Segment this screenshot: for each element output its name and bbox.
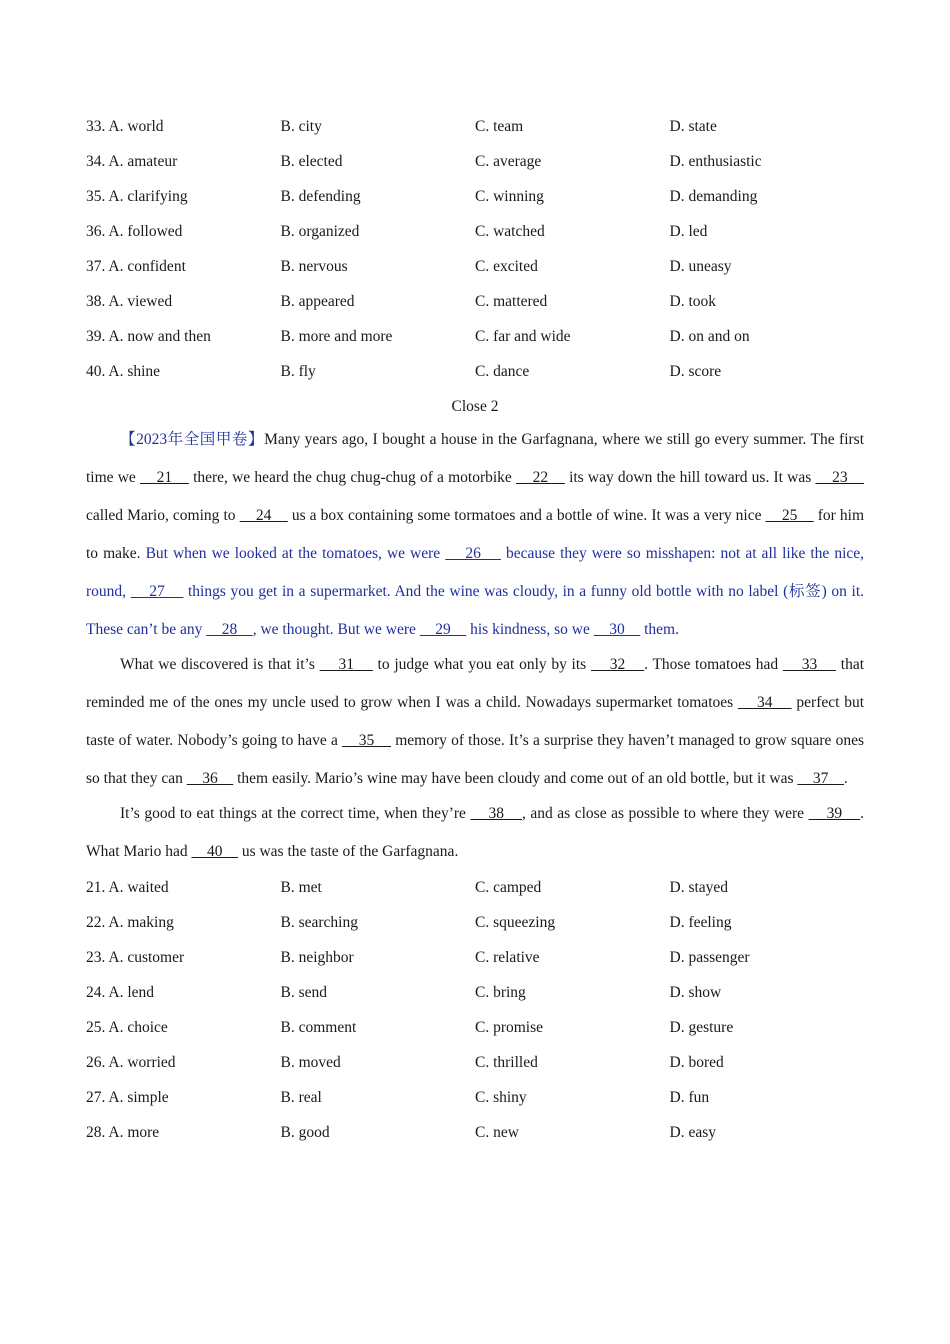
passage-text: Many years ago, I bought a house in the Garfagnana, where we still go every summer. The first time we (86, 431, 864, 486)
option-row (86, 975, 864, 1010)
option-d: D. demanding (669, 187, 758, 205)
blank-26: 26 (445, 545, 501, 562)
document-content (86, 109, 864, 1150)
option-a: 21. A. waited (86, 878, 169, 896)
option-c: C. relative (475, 948, 540, 966)
option-row (86, 940, 864, 975)
option-a: 26. A. worried (86, 1053, 176, 1071)
passage-paragraph-1 (86, 421, 864, 649)
option-d: D. led (669, 222, 708, 240)
passage-text: them easily. Mario’s wine may have been cloudy and come out of an old bottle, but it was (233, 770, 798, 787)
option-a: 39. A. now and then (86, 327, 211, 345)
option-b: B. real (280, 1088, 322, 1106)
blank-21: 21 (139, 469, 189, 486)
blank-22: 22 (515, 469, 565, 486)
option-d: D. easy (669, 1123, 716, 1141)
blank-27: 27 (130, 583, 184, 600)
option-b: B. nervous (280, 257, 348, 275)
option-a: 23. A. customer (86, 948, 185, 966)
passage-text: . Those tomatoes had (644, 656, 783, 673)
option-c: C. squeezing (475, 913, 556, 931)
option-c: C. winning (475, 187, 544, 205)
option-c: C. average (475, 152, 542, 170)
option-b: B. more and more (280, 327, 393, 345)
option-row (86, 144, 864, 179)
blank-31: 31 (319, 656, 373, 673)
option-a: 34. A. amateur (86, 152, 178, 170)
option-b: B. appeared (280, 292, 355, 310)
passage-text: us a box containing some tormatoes and a bottle of wine. It was a very nice (287, 507, 766, 524)
option-c: C. bring (475, 983, 526, 1001)
option-d: D. uneasy (669, 257, 732, 275)
option-row (86, 870, 864, 905)
blank-23: 23 (815, 469, 865, 486)
option-c: C. far and wide (475, 327, 571, 345)
passage-text: because they were so misshapen: not at all like the nice, round, (86, 545, 865, 600)
option-b: B. elected (280, 152, 343, 170)
option-a: 25. A. choice (86, 1018, 168, 1036)
passage-text: What we discovered is that it’s (120, 656, 320, 673)
option-row (86, 905, 864, 940)
passage-paragraph-2 (86, 646, 864, 798)
blank-35: 35 (342, 732, 392, 749)
option-d: D. gesture (669, 1018, 734, 1036)
option-a: 37. A. confident (86, 257, 186, 275)
options-list-bottom (86, 870, 864, 1150)
option-a: 24. A. lend (86, 983, 155, 1001)
option-a: 27. A. simple (86, 1088, 169, 1106)
blank-39: 39 (808, 805, 861, 822)
option-a: 40. A. shine (86, 362, 161, 380)
blank-28: 28 (206, 621, 253, 638)
passage-text: called Mario, coming to (86, 507, 240, 524)
option-a: 38. A. viewed (86, 292, 173, 310)
option-d: D. bored (669, 1053, 724, 1071)
passage-text: . (843, 770, 848, 787)
option-c: C. team (475, 117, 524, 135)
passage-text: there, we heard the chug chug-chug of a motorbike (188, 469, 516, 486)
passage-text: for him to make. (86, 507, 865, 562)
passage-text: perfect but taste of water. Nobody’s going to have a (86, 694, 864, 749)
blank-37: 37 (797, 770, 844, 787)
option-row (86, 319, 864, 354)
passage-text: , we thought. But we were (252, 621, 420, 638)
option-a: 36. A. followed (86, 222, 183, 240)
option-c: C. new (475, 1123, 519, 1141)
option-row (86, 1010, 864, 1045)
option-b: B. neighbor (280, 948, 354, 966)
passage-text: its way down the hill toward us. It was (564, 469, 816, 486)
passage-text: his kindness, so we (466, 621, 594, 638)
option-b: B. searching (280, 913, 358, 931)
option-row (86, 1115, 864, 1150)
blank-24: 24 (239, 507, 288, 524)
option-c: C. dance (475, 362, 530, 380)
option-c: C. promise (475, 1018, 544, 1036)
passage-text: memory of those. It’s a surprise they haven’t managed to grow square ones so that they can (86, 732, 865, 787)
option-c: C. excited (475, 257, 538, 275)
option-d: D. on and on (669, 327, 750, 345)
option-row (86, 109, 864, 144)
blank-32: 32 (590, 656, 645, 673)
option-row (86, 354, 864, 389)
option-b: B. defending (280, 187, 361, 205)
option-d: D. passenger (669, 948, 750, 966)
blank-29: 29 (419, 621, 467, 638)
passage-text: to judge what you eat only by its (372, 656, 591, 673)
blank-33: 33 (782, 656, 837, 673)
blank-25: 25 (765, 507, 814, 524)
option-d: D. state (669, 117, 717, 135)
passage-text: them. (640, 621, 679, 638)
option-b: B. organized (280, 222, 360, 240)
option-c: C. camped (475, 878, 542, 896)
option-b: B. moved (280, 1053, 341, 1071)
option-row (86, 284, 864, 319)
option-d: D. fun (669, 1088, 710, 1106)
option-d: D. stayed (669, 878, 729, 896)
option-c: C. watched (475, 222, 545, 240)
option-a: 33. A. world (86, 117, 164, 135)
blank-36: 36 (186, 770, 234, 787)
option-a: 28. A. more (86, 1123, 160, 1141)
option-b: B. city (280, 117, 322, 135)
passage-text: But when we looked at the tomatoes, we were (145, 545, 446, 562)
passage-text: that reminded me of the ones my uncle used to grow when I was a child. Nowadays supermarket tomatoes (86, 656, 865, 711)
passage-text: things you get in a supermarket. And the wine was cloudy, in a funny old bottle with no label (标签) on it. These can’t be any (86, 583, 864, 638)
option-row (86, 1080, 864, 1115)
option-b: B. fly (280, 362, 316, 380)
blank-38: 38 (470, 805, 523, 822)
option-row (86, 249, 864, 284)
option-c: C. shiny (475, 1088, 527, 1106)
option-b: B. met (280, 878, 322, 896)
option-c: C. mattered (475, 292, 548, 310)
section-title: Close 2 (451, 398, 499, 415)
blank-40: 40 (191, 843, 238, 860)
option-a: 35. A. clarifying (86, 187, 188, 205)
option-a: 22. A. making (86, 913, 174, 931)
option-row (86, 179, 864, 214)
passage-text: . What Mario had (86, 805, 865, 860)
passage-text: It’s good to eat things at the correct time, when they’re (120, 805, 471, 822)
highlighted-passage (86, 545, 864, 638)
blank-30: 30 (593, 621, 641, 638)
options-list-top (86, 109, 864, 389)
option-d: D. took (669, 292, 716, 310)
blank-34: 34 (737, 694, 792, 711)
option-c: C. thrilled (475, 1053, 538, 1071)
option-d: D. show (669, 983, 722, 1001)
option-b: B. good (280, 1123, 330, 1141)
option-row (86, 214, 864, 249)
option-d: D. enthusiastic (669, 152, 762, 170)
option-row (86, 1045, 864, 1080)
passage-text: us was the taste of the Garfagnana. (237, 843, 459, 860)
source-tag: 【2023年全国甲卷】 (120, 431, 265, 448)
option-d: D. feeling (669, 913, 732, 931)
option-d: D. score (669, 362, 722, 380)
option-b: B. send (280, 983, 327, 1001)
passage-paragraph-3 (86, 795, 864, 871)
passage-text: , and as close as possible to where they were (522, 805, 809, 822)
option-b: B. comment (280, 1018, 357, 1036)
